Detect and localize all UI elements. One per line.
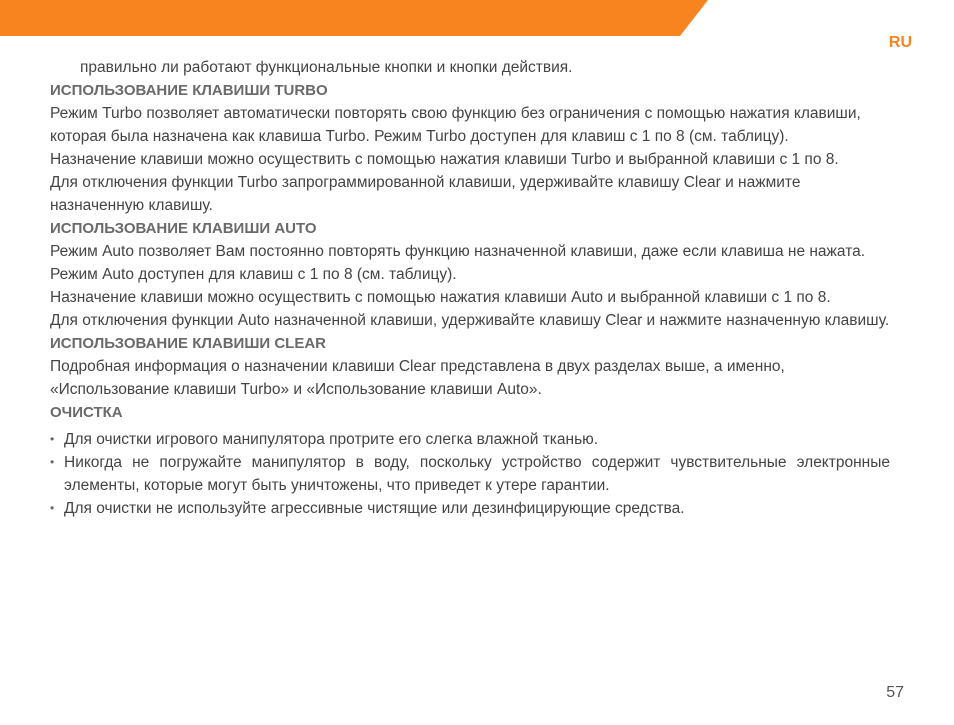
section-paragraph: Режим Turbo позволяет автоматически повторять свою функцию без ограничения с помощью нажатия клавиши, которая была назначена как клавиша Turbo. Режим Turbo доступен для клавиш с 1 по 8 (см. таблицу). [50, 105, 861, 145]
section-heading: ИСПОЛЬЗОВАНИЕ КЛАВИШИ TURBO [50, 82, 328, 99]
section-heading: ОЧИСТКА [50, 404, 123, 421]
section-paragraph: Для отключения функции Turbo запрограммированной клавиши, удерживайте клавишу Clear и нажмите назначенную клавишу. [50, 174, 801, 214]
section-heading: ИСПОЛЬЗОВАНИЕ КЛАВИШИ AUTO [50, 220, 317, 237]
section-paragraph: Назначение клавиши можно осуществить с помощью нажатия клавиши Auto и выбранной клавиши с 1 по 8. [50, 289, 831, 306]
intro-line: правильно ли работают функциональные кнопки и кнопки действия. [80, 59, 573, 76]
page-number: 57 [886, 684, 904, 701]
language-code: RU [888, 34, 912, 51]
page-content [50, 56, 890, 520]
header-bar-notch [680, 0, 954, 36]
section-heading: ИСПОЛЬЗОВАНИЕ КЛАВИШИ CLEAR [50, 335, 327, 352]
list-item: • Никогда не погружайте манипулятор в воду, поскольку устройство содержит чувствительные электронные элементы, которые могут быть уничтожены, что приведет к утере гарантии. [50, 451, 890, 497]
section-paragraph: Назначение клавиши можно осуществить с помощью нажатия клавиши Turbo и выбранной клавиши с 1 по 8. [50, 151, 839, 168]
section-cleaning [50, 401, 890, 520]
list-item: • Для очистки игрового манипулятора протрите его слегка влажной тканью. [50, 428, 890, 451]
section-paragraph: Для отключения функции Auto назначенной клавиши, удерживайте клавишу Clear и нажмите назначенную клавишу. [50, 312, 890, 329]
header-bar [0, 0, 954, 36]
section-turbo [50, 79, 890, 217]
section-clear [50, 332, 890, 401]
cleaning-list [50, 428, 890, 520]
section-auto [50, 217, 890, 332]
list-item: • Для очистки не используйте агрессивные чистящие или дезинфицирующие средства. [50, 497, 890, 520]
section-paragraph: Подробная информация о назначении клавиши Clear представлена в двух разделах выше, а именно, «Использование клавиши Turbo» и «Использование клавиши Auto». [50, 358, 785, 398]
section-paragraph: Режим Auto позволяет Вам постоянно повторять функцию назначенной клавиши, даже если клавиша не нажата. Режим Auto доступен для клавиш с 1 по 8 (см. таблицу). [50, 243, 866, 283]
